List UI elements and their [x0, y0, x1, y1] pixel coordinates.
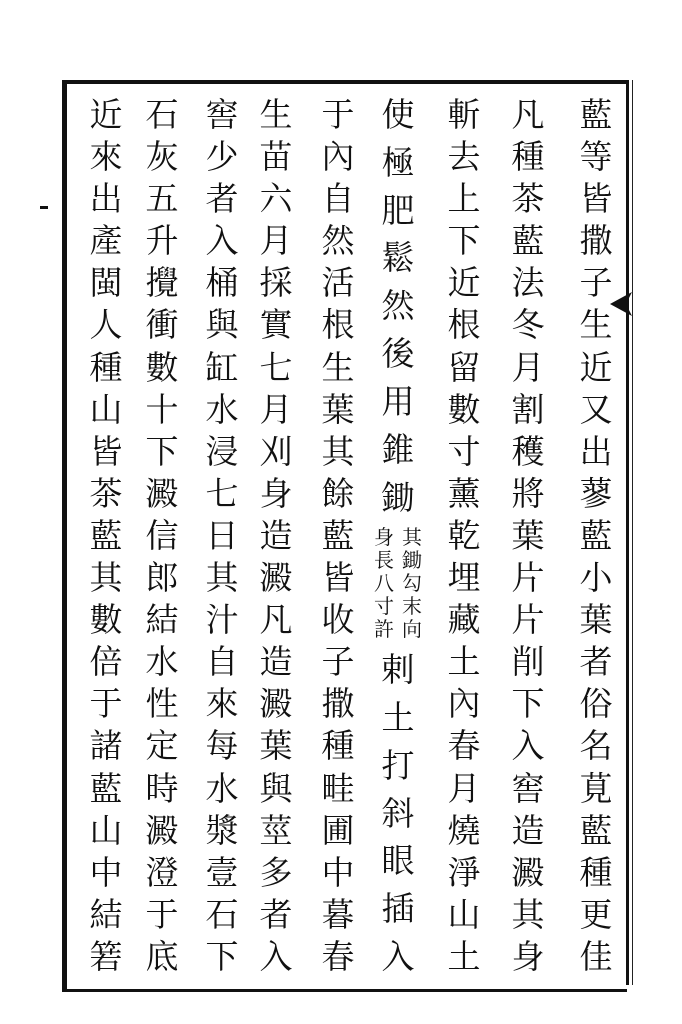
note-character: 許: [374, 617, 394, 642]
note-character: 向: [402, 617, 422, 642]
character: 撒: [579, 221, 613, 261]
character: 山: [89, 810, 123, 850]
character: 又: [579, 389, 613, 429]
character: 埋: [447, 558, 481, 598]
note-character: 長: [374, 548, 394, 573]
text-column-9: [80, 96, 132, 976]
character: 澄: [145, 852, 179, 892]
character: 少: [205, 137, 239, 177]
character: 者: [259, 894, 293, 934]
character: 刈: [259, 431, 293, 471]
character: 入: [511, 726, 545, 766]
character: 內: [447, 684, 481, 724]
character: 近: [89, 95, 123, 134]
text-column-8: [136, 96, 188, 976]
character: 生: [259, 95, 293, 134]
character: 時: [145, 768, 179, 808]
character: 其: [511, 894, 545, 934]
character: 淨: [447, 852, 481, 892]
character: 入: [259, 936, 293, 976]
character: 數: [447, 389, 481, 429]
character: 月: [259, 221, 293, 261]
note-character: 身: [374, 525, 394, 550]
character: 水: [205, 768, 239, 808]
character: 葉: [259, 726, 293, 766]
character: 子: [579, 263, 613, 303]
character: 近: [579, 347, 613, 387]
character: 圃: [321, 810, 355, 850]
character: 定: [145, 726, 179, 766]
character: 法: [511, 263, 545, 303]
character: 眼: [381, 841, 415, 881]
text-column-3: [438, 96, 490, 976]
character: 佳: [579, 936, 613, 976]
character: 葉: [321, 389, 355, 429]
character: 凡: [511, 95, 545, 134]
note-left-column: [372, 526, 396, 641]
character: 採: [259, 263, 293, 303]
character: 皆: [321, 558, 355, 598]
character: 來: [205, 684, 239, 724]
character: 然: [321, 221, 355, 261]
character: 蓼: [579, 473, 613, 513]
character: 薰: [447, 473, 481, 513]
character: 皆: [89, 431, 123, 471]
character: 藍: [511, 221, 545, 261]
character: 中: [89, 852, 123, 892]
character: 攪: [145, 263, 179, 303]
character: 削: [511, 642, 545, 682]
text-column-2: [502, 96, 554, 976]
character: 土: [381, 697, 415, 737]
character: 去: [447, 137, 481, 177]
character: 汁: [205, 600, 239, 640]
character: 澱: [259, 558, 293, 598]
character: 閩: [89, 263, 123, 303]
character: 來: [89, 137, 123, 177]
character: 使: [381, 95, 415, 134]
character: 山: [447, 894, 481, 934]
character: 子: [321, 642, 355, 682]
character: 用: [381, 381, 415, 421]
character: 斬: [447, 95, 481, 134]
character: 近: [447, 263, 481, 303]
character: 莧: [579, 768, 613, 808]
character: 缸: [205, 347, 239, 387]
character: 剌: [381, 650, 415, 690]
character: 自: [321, 179, 355, 219]
character: 打: [381, 745, 415, 785]
character: 藏: [447, 600, 481, 640]
character: 餘: [321, 473, 355, 513]
character: 等: [579, 137, 613, 177]
character: 藍: [89, 768, 123, 808]
character: 土: [447, 642, 481, 682]
character: 倍: [89, 642, 123, 682]
character: 收: [321, 600, 355, 640]
character: 鋤: [381, 477, 415, 517]
character: 自: [205, 642, 239, 682]
character: 斜: [381, 793, 415, 833]
character: 插: [381, 889, 415, 929]
character: 七: [205, 473, 239, 513]
character: 人: [89, 305, 123, 345]
note-character: 八: [374, 571, 394, 596]
character: 六: [259, 179, 293, 219]
character: 漿: [205, 810, 239, 850]
character: 寸: [447, 431, 481, 471]
character: 片: [511, 600, 545, 640]
character: 月: [447, 768, 481, 808]
character: 然: [381, 286, 415, 326]
character: 葉: [511, 515, 545, 555]
character: 撒: [321, 684, 355, 724]
character: 根: [447, 305, 481, 345]
character: 澱: [145, 810, 179, 850]
character: 壹: [205, 852, 239, 892]
character: 窖: [205, 95, 239, 134]
character: 箬: [89, 936, 123, 976]
character: 藍: [89, 515, 123, 555]
character: 桶: [205, 263, 239, 303]
note-character: 寸: [374, 594, 394, 619]
character: 窖: [511, 768, 545, 808]
character: 于: [145, 894, 179, 934]
inner-right-border: [626, 80, 629, 985]
character: 月: [259, 389, 293, 429]
character: 極: [381, 142, 415, 182]
character: 苗: [259, 137, 293, 177]
character: 出: [579, 431, 613, 471]
character: 月: [511, 347, 545, 387]
character: 畦: [321, 768, 355, 808]
character: 日: [205, 515, 239, 555]
outer-right-border: [632, 80, 633, 985]
character: 于: [321, 95, 355, 134]
character: 活: [321, 263, 355, 303]
character: 七: [259, 347, 293, 387]
character: 內: [321, 137, 355, 177]
character: 後: [381, 334, 415, 374]
text-column-6: [250, 96, 302, 976]
character: 春: [321, 936, 355, 976]
note-character: 勾: [402, 571, 422, 596]
character: 茶: [511, 179, 545, 219]
character: 葉: [579, 600, 613, 640]
character: 鬆: [381, 238, 415, 278]
text-column-1: [570, 96, 622, 976]
character: 升: [145, 221, 179, 261]
character: 中: [321, 852, 355, 892]
character: 乾: [447, 515, 481, 555]
text-column-7: [196, 96, 248, 976]
character: 上: [447, 179, 481, 219]
character: 燒: [447, 810, 481, 850]
character: 結: [145, 600, 179, 640]
character: 錐: [381, 429, 415, 469]
character: 水: [145, 642, 179, 682]
character: 石: [205, 894, 239, 934]
character: 衝: [145, 305, 179, 345]
character: 澱: [145, 473, 179, 513]
character: 莖: [259, 810, 293, 850]
character: 多: [259, 852, 293, 892]
character: 茶: [89, 473, 123, 513]
character: 春: [447, 726, 481, 766]
character: 下: [511, 684, 545, 724]
character: 下: [205, 936, 239, 976]
character: 底: [145, 936, 179, 976]
character: 澱: [259, 684, 293, 724]
character: 穫: [511, 431, 545, 471]
character: 皆: [579, 179, 613, 219]
character: 種: [579, 852, 613, 892]
character: 其: [205, 558, 239, 598]
character: 灰: [145, 137, 179, 177]
character: 種: [511, 137, 545, 177]
text-column-5: [312, 96, 364, 976]
character: 性: [145, 684, 179, 724]
note-character: 其: [402, 525, 422, 550]
character: 石: [145, 95, 179, 134]
character: 十: [145, 389, 179, 429]
character: 藍: [579, 515, 613, 555]
character: 其: [321, 431, 355, 471]
character: 身: [259, 473, 293, 513]
character: 暮: [321, 894, 355, 934]
character: 五: [145, 179, 179, 219]
character: 將: [511, 473, 545, 513]
character: 土: [447, 936, 481, 976]
character: 冬: [511, 305, 545, 345]
note-character: 末: [402, 594, 422, 619]
text-column-4: [372, 96, 424, 976]
character: 藍: [579, 810, 613, 850]
character: 俗: [579, 684, 613, 724]
character: 身: [511, 936, 545, 976]
character: 者: [579, 642, 613, 682]
character: 凡: [259, 600, 293, 640]
character: 種: [321, 726, 355, 766]
character: 山: [89, 389, 123, 429]
character: 每: [205, 726, 239, 766]
character: 出: [89, 179, 123, 219]
character: 與: [259, 768, 293, 808]
character: 小: [579, 558, 613, 598]
note-character: 鋤: [402, 548, 422, 573]
character: 名: [579, 726, 613, 766]
character: 與: [205, 305, 239, 345]
character: 入: [205, 221, 239, 261]
character: 下: [145, 431, 179, 471]
character: 數: [89, 600, 123, 640]
character: 造: [259, 642, 293, 682]
character: 割: [511, 389, 545, 429]
character: 下: [447, 221, 481, 261]
character: 諸: [89, 726, 123, 766]
character: 造: [511, 810, 545, 850]
character: 入: [381, 937, 415, 976]
note-right-column: [400, 526, 424, 641]
character: 生: [579, 305, 613, 345]
character: 更: [579, 894, 613, 934]
character: 肥: [381, 190, 415, 230]
character: 數: [145, 347, 179, 387]
character: 藍: [579, 95, 613, 134]
character: 根: [321, 305, 355, 345]
character: 其: [89, 558, 123, 598]
character: 浸: [205, 431, 239, 471]
character: 水: [205, 389, 239, 429]
character: 者: [205, 179, 239, 219]
character: 造: [259, 515, 293, 555]
interlinear-note: [372, 526, 424, 641]
margin-mark: [40, 206, 48, 209]
character: 信: [145, 515, 179, 555]
character: 片: [511, 558, 545, 598]
character: 種: [89, 347, 123, 387]
character: 產: [89, 221, 123, 261]
character: 生: [321, 347, 355, 387]
character: 郎: [145, 558, 179, 598]
character: 于: [89, 684, 123, 724]
character: 澱: [511, 852, 545, 892]
character: 藍: [321, 515, 355, 555]
character: 結: [89, 894, 123, 934]
character: 實: [259, 305, 293, 345]
character: 留: [447, 347, 481, 387]
